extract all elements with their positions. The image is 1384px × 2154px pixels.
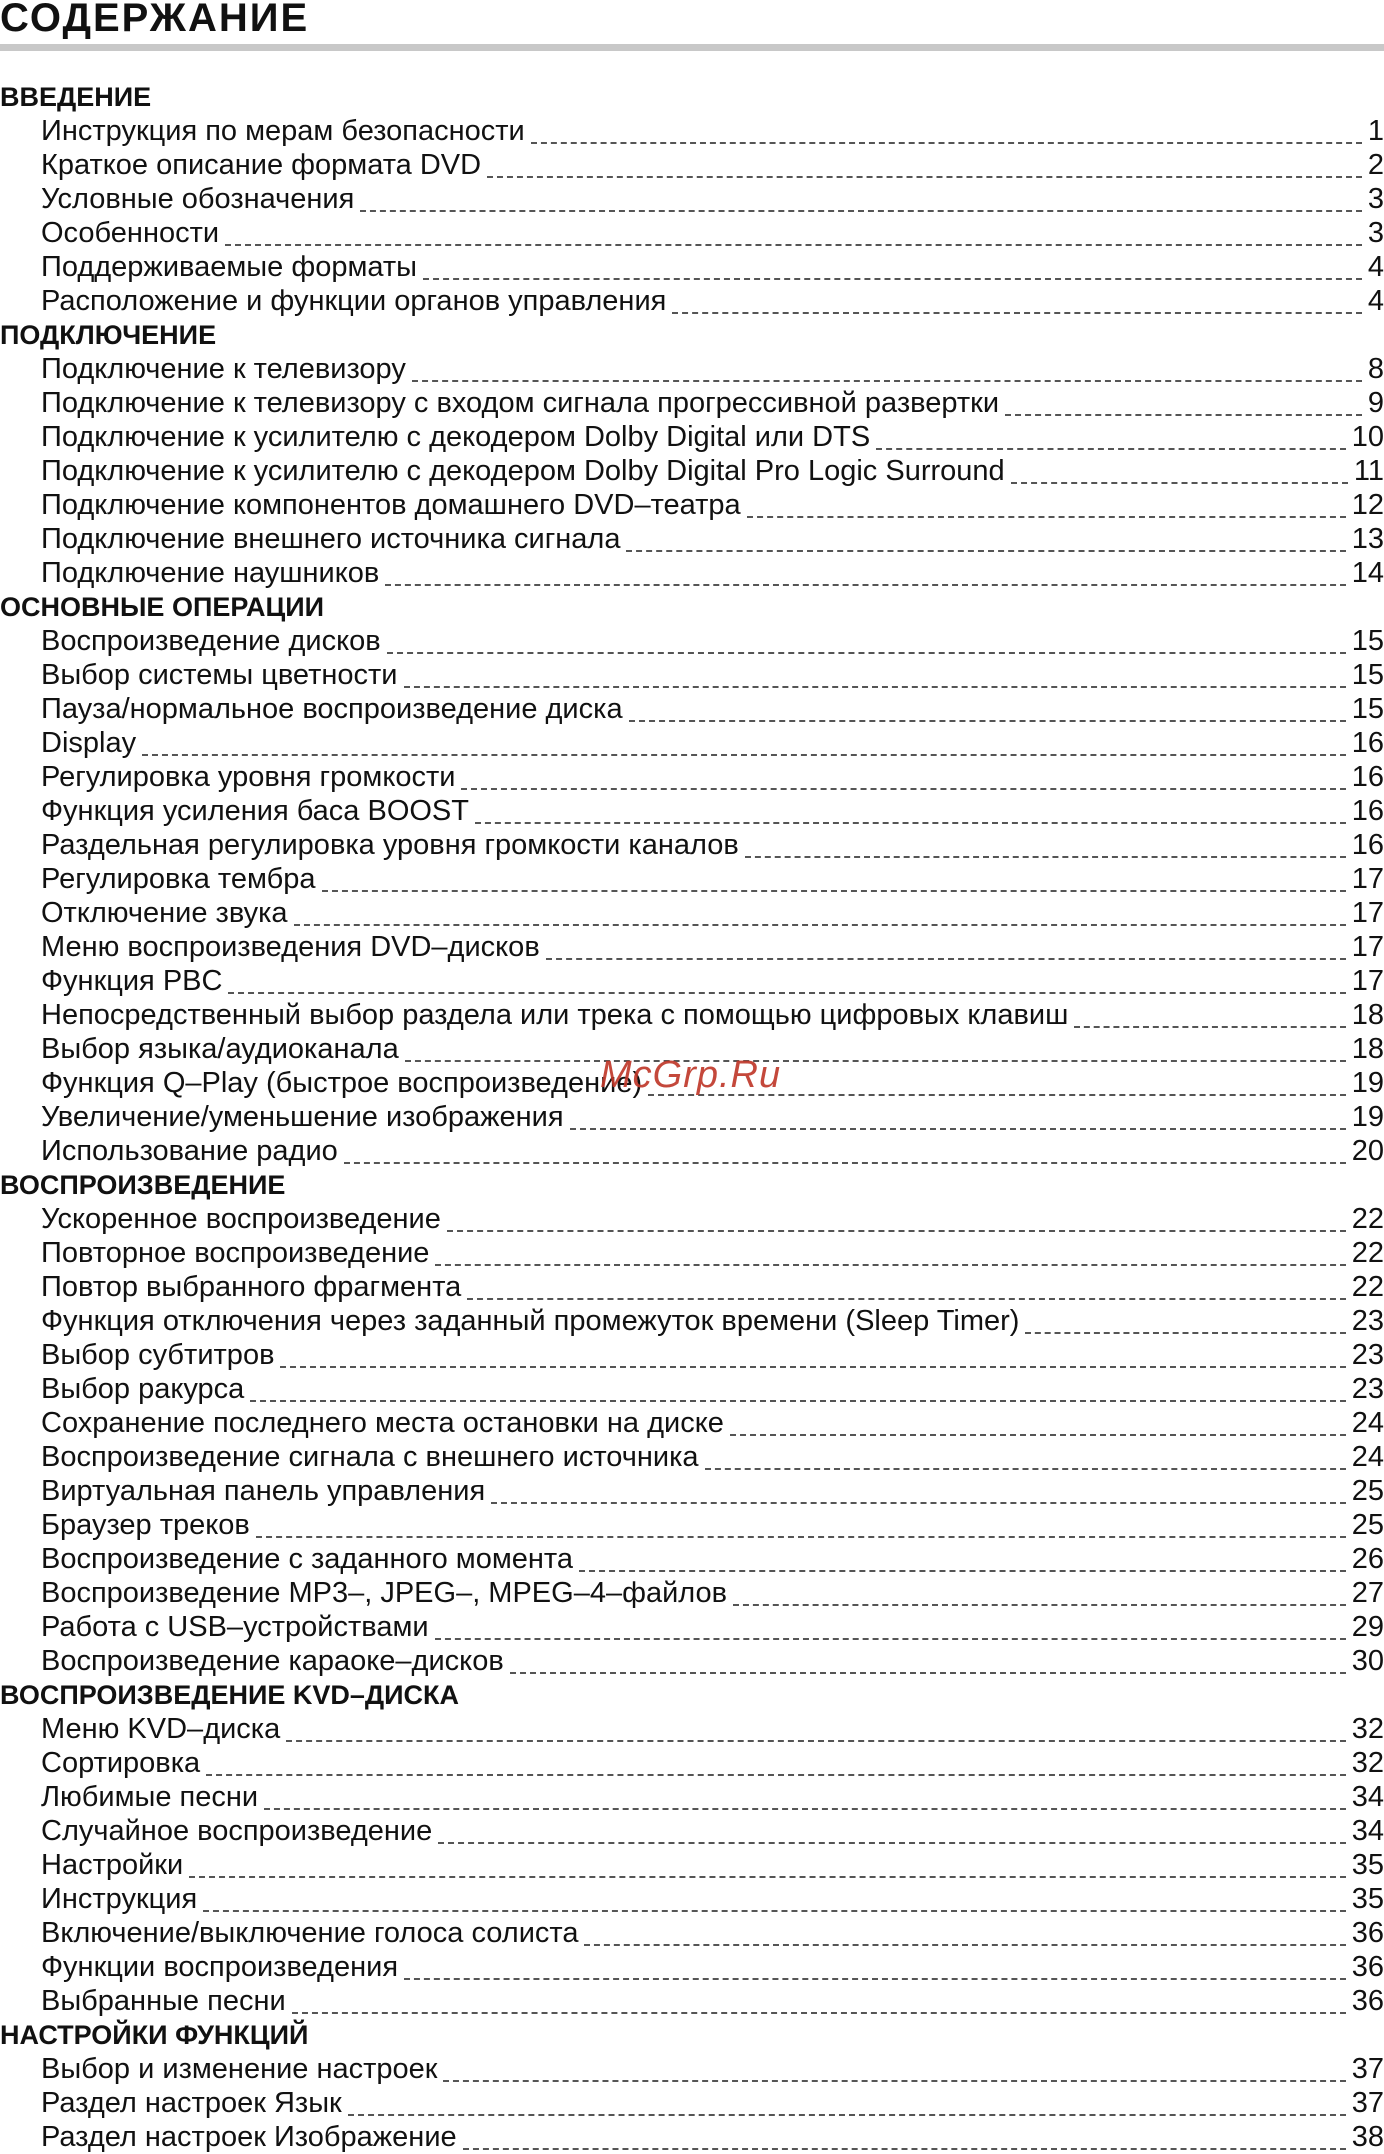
toc-entry-label: Непосредственный выбор раздела или трека с помощью цифровых клавиш — [41, 998, 1069, 1031]
toc-entry[interactable] — [0, 2052, 1384, 2086]
toc-entry-label: Расположение и функции органов управления — [41, 284, 667, 317]
toc-entry-page-number: 29 — [1351, 1610, 1384, 1643]
dotted-leader — [730, 1434, 1346, 1436]
dotted-leader — [435, 1264, 1345, 1266]
toc-entry-label: Сохранение последнего места остановки на диске — [41, 1406, 724, 1439]
toc-entry-label: Повтор выбранного фрагмента — [41, 1270, 462, 1303]
dotted-leader — [322, 890, 1346, 892]
watermark: McGrp.Ru — [600, 1054, 782, 1096]
toc-entry-label: Случайное воспроизведение — [41, 1814, 433, 1847]
toc-entry-page-number: 17 — [1351, 896, 1384, 929]
toc-entry-label: Воспроизведение MP3–, JPEG–, MPEG–4–файлов — [41, 1576, 728, 1609]
toc-entry-page-number: 27 — [1351, 1576, 1384, 1609]
toc-entry-page-number: 18 — [1351, 998, 1384, 1031]
toc-entry-page-number: 35 — [1351, 1848, 1384, 1881]
toc-entry[interactable] — [0, 998, 1384, 1032]
dotted-leader — [672, 312, 1362, 314]
toc-entry[interactable] — [0, 1780, 1384, 1814]
dotted-leader — [626, 550, 1345, 552]
toc-entry-label: Воспроизведение дисков — [41, 624, 381, 657]
toc-entry-page-number: 22 — [1351, 1236, 1384, 1269]
dotted-leader — [294, 924, 1346, 926]
toc-entry[interactable] — [0, 250, 1384, 284]
toc-entry[interactable] — [0, 1338, 1384, 1372]
dotted-leader — [286, 1740, 1345, 1742]
dotted-leader — [1025, 1332, 1345, 1334]
toc-entry-label: Выбор системы цветности — [41, 658, 398, 691]
toc-entry-page-number: 36 — [1351, 1916, 1384, 1949]
toc-entry-page-number: 22 — [1351, 1202, 1384, 1235]
section-heading: ПОДКЛЮЧЕНИЕ — [0, 320, 217, 350]
dotted-leader — [1011, 482, 1348, 484]
toc-entry-label: Работа с USB–устройствами — [41, 1610, 429, 1643]
toc-entry-page-number: 32 — [1351, 1712, 1384, 1745]
toc-entry-page-number: 34 — [1351, 1780, 1384, 1813]
toc-entry-label: Повторное воспроизведение — [41, 1236, 430, 1269]
toc-entry-page-number: 24 — [1351, 1440, 1384, 1473]
dotted-leader — [1074, 1026, 1345, 1028]
toc-entry-page-number: 23 — [1351, 1338, 1384, 1371]
toc-entry-label: Функция усиления баса BOOST — [41, 794, 469, 827]
toc-entry-label: Воспроизведение караоке–дисков — [41, 1644, 504, 1677]
toc-entry[interactable] — [0, 930, 1384, 964]
page-title: СОДЕРЖАНИЕ — [0, 0, 310, 40]
toc-entry-page-number: 4 — [1367, 250, 1384, 283]
toc-entry-label: Выбор субтитров — [41, 1338, 275, 1371]
toc-entry[interactable] — [0, 114, 1384, 148]
dotted-leader — [531, 142, 1362, 144]
dotted-leader — [570, 1128, 1346, 1130]
toc-entry-label: Выбор и изменение настроек — [41, 2052, 438, 2085]
dotted-leader — [250, 1400, 1345, 1402]
toc-entry-page-number: 2 — [1367, 148, 1384, 181]
toc-entry[interactable] — [0, 624, 1384, 658]
section-heading: ВОСПРОИЗВЕДЕНИЕ — [0, 1170, 286, 1200]
toc-entry-label: Раздельная регулировка уровня громкости каналов — [41, 828, 739, 861]
toc-entry-page-number: 36 — [1351, 1950, 1384, 1983]
dotted-leader — [344, 1162, 1346, 1164]
toc-entry-label: Выбранные песни — [41, 1984, 286, 2017]
dotted-leader — [404, 686, 1346, 688]
toc-entry[interactable] — [0, 1134, 1384, 1168]
toc-entry-page-number: 3 — [1367, 216, 1384, 249]
toc-entry[interactable] — [0, 1508, 1384, 1542]
toc-entry-page-number: 37 — [1351, 2086, 1384, 2119]
toc-entry-page-number: 25 — [1351, 1474, 1384, 1507]
toc-entry-page-number: 37 — [1351, 2052, 1384, 2085]
toc-entry-page-number: 26 — [1351, 1542, 1384, 1575]
dotted-leader — [546, 958, 1346, 960]
dotted-leader — [256, 1536, 1346, 1538]
toc-entry[interactable] — [0, 216, 1384, 250]
dotted-leader — [348, 2114, 1346, 2116]
dotted-leader — [435, 1638, 1346, 1640]
toc-entry-page-number: 23 — [1351, 1372, 1384, 1405]
toc-entry-page-number: 17 — [1351, 930, 1384, 963]
toc-entry-page-number: 11 — [1353, 454, 1384, 487]
toc-entry-page-number: 1 — [1367, 114, 1384, 147]
dotted-leader — [438, 1842, 1345, 1844]
title-rule — [0, 44, 1384, 51]
toc-entry[interactable] — [0, 1576, 1384, 1610]
toc-entry[interactable] — [0, 1236, 1384, 1270]
toc-entry-page-number: 24 — [1351, 1406, 1384, 1439]
dotted-leader — [733, 1604, 1346, 1606]
toc-entry-label: Особенности — [41, 216, 220, 249]
toc-entry-page-number: 34 — [1351, 1814, 1384, 1847]
toc-entry-page-number: 4 — [1367, 284, 1384, 317]
toc-entry[interactable] — [0, 828, 1384, 862]
dotted-leader — [463, 2148, 1346, 2150]
toc-entry-page-number: 22 — [1351, 1270, 1384, 1303]
dotted-leader — [705, 1468, 1346, 1470]
toc-entry-label: Функция PBC — [41, 964, 223, 997]
toc-entry-page-number: 16 — [1351, 794, 1384, 827]
toc-entry[interactable] — [0, 556, 1384, 590]
dotted-leader — [228, 992, 1345, 994]
toc-entry[interactable] — [0, 1644, 1384, 1678]
toc-entry-label: Использование радио — [41, 1134, 338, 1167]
toc-entry-label: Пауза/нормальное воспроизведение диска — [41, 692, 623, 725]
toc-entry[interactable] — [0, 692, 1384, 726]
toc-entry-label: Воспроизведение с заданного момента — [41, 1542, 573, 1575]
toc-entry[interactable] — [0, 726, 1384, 760]
toc-entry[interactable] — [0, 1474, 1384, 1508]
dotted-leader — [292, 2012, 1346, 2014]
toc-entry[interactable] — [0, 420, 1384, 454]
toc-entry-page-number: 8 — [1367, 352, 1384, 385]
toc-entry-label: Настройки — [41, 1848, 184, 1881]
toc-entry-page-number: 15 — [1351, 624, 1384, 657]
dotted-leader — [443, 2080, 1345, 2082]
toc-entry-page-number: 17 — [1351, 862, 1384, 895]
toc-entry-label: Подключение к телевизору с входом сигнала прогрессивной развертки — [41, 386, 1000, 419]
toc-entry[interactable] — [0, 522, 1384, 556]
toc-entry-page-number: 36 — [1351, 1984, 1384, 2017]
dotted-leader — [475, 822, 1346, 824]
toc-entry-label: Отключение звука — [41, 896, 288, 929]
toc-entry-page-number: 12 — [1351, 488, 1384, 521]
toc-entry-label: Раздел настроек Изображение — [41, 2120, 457, 2153]
toc-entry[interactable] — [0, 2120, 1384, 2154]
dotted-leader — [745, 856, 1346, 858]
toc-entry-page-number: 20 — [1351, 1134, 1384, 1167]
toc-entry-page-number: 16 — [1351, 828, 1384, 861]
toc-entry[interactable] — [0, 896, 1384, 930]
dotted-leader — [405, 1060, 1346, 1062]
toc-entry-label: Любимые песни — [41, 1780, 259, 1813]
toc-entry-page-number: 16 — [1351, 726, 1384, 759]
toc-entry-page-number: 32 — [1351, 1746, 1384, 1779]
toc-entry-label: Выбор языка/аудиоканала — [41, 1032, 399, 1065]
section-heading: ВОСПРОИЗВЕДЕНИЕ KVD–ДИСКА — [0, 1680, 460, 1710]
dotted-leader — [280, 1366, 1345, 1368]
toc-entry-page-number: 25 — [1351, 1508, 1384, 1541]
toc-entry-label: Браузер треков — [41, 1508, 250, 1541]
toc-entry-label: Краткое описание формата DVD — [41, 148, 482, 181]
toc-entry[interactable] — [0, 1848, 1384, 1882]
toc-entry-label: Регулировка уровня громкости — [41, 760, 456, 793]
section-heading: НАСТРОЙКИ ФУНКЦИЙ — [0, 2020, 309, 2050]
toc-entry-label: Подключение к телевизору — [41, 352, 406, 385]
toc-entry-label: Раздел настроек Язык — [41, 2086, 342, 2119]
dotted-leader — [203, 1910, 1346, 1912]
toc-entry[interactable] — [0, 964, 1384, 998]
toc-entry-page-number: 23 — [1351, 1304, 1384, 1337]
dotted-leader — [461, 788, 1345, 790]
toc-entry-label: Функция Q–Play (быстрое воспроизведение) — [41, 1066, 643, 1099]
toc-entry-label: Подключение внешнего источника сигнала — [41, 522, 621, 555]
toc-entry[interactable] — [0, 2086, 1384, 2120]
toc-entry[interactable] — [0, 284, 1384, 318]
dotted-leader — [447, 1230, 1346, 1232]
toc-entry-label: Меню KVD–диска — [41, 1712, 281, 1745]
toc-entry-label: Подключение к усилителю с декодером Dolby Digital Pro Logic Surround — [41, 454, 1005, 487]
toc-entry[interactable] — [0, 488, 1384, 522]
toc-entry[interactable] — [0, 386, 1384, 420]
toc-entry-page-number: 13 — [1351, 522, 1384, 555]
toc-entry-label: Функция отключения через заданный промежуток времени (Sleep Timer) — [41, 1304, 1020, 1337]
dotted-leader — [487, 176, 1362, 178]
toc-entry-label: Условные обозначения — [41, 182, 355, 215]
toc-entry[interactable] — [0, 1270, 1384, 1304]
toc-entry-page-number: 19 — [1351, 1066, 1384, 1099]
toc-entry[interactable] — [0, 148, 1384, 182]
toc-entry[interactable] — [0, 1372, 1384, 1406]
toc-entry[interactable] — [0, 1542, 1384, 1576]
dotted-leader — [579, 1570, 1346, 1572]
dotted-leader — [360, 210, 1362, 212]
toc-entry[interactable] — [0, 1746, 1384, 1780]
toc-entry-page-number: 35 — [1351, 1882, 1384, 1915]
toc-entry-page-number: 18 — [1351, 1032, 1384, 1065]
toc-entry[interactable] — [0, 454, 1384, 488]
toc-entry[interactable] — [0, 352, 1384, 386]
toc-entry[interactable] — [0, 182, 1384, 216]
dotted-leader — [629, 720, 1346, 722]
dotted-leader — [584, 1944, 1345, 1946]
toc-entry-label: Подключение наушников — [41, 556, 380, 589]
dotted-leader — [206, 1774, 1346, 1776]
toc-entry-label: Поддерживаемые форматы — [41, 250, 418, 283]
toc-entry-page-number: 17 — [1351, 964, 1384, 997]
toc-entry-page-number: 15 — [1351, 692, 1384, 725]
toc-entry-page-number: 30 — [1351, 1644, 1384, 1677]
toc-entry-label: Регулировка тембра — [41, 862, 316, 895]
toc-entry-label: Сортировка — [41, 1746, 201, 1779]
toc-entry[interactable] — [0, 794, 1384, 828]
dotted-leader — [225, 244, 1362, 246]
table-of-contents — [0, 80, 1384, 2154]
section-heading: ОСНОВНЫЕ ОПЕРАЦИИ — [0, 592, 325, 622]
toc-entry-label: Включение/выключение голоса солиста — [41, 1916, 579, 1949]
toc-entry-page-number: 15 — [1351, 658, 1384, 691]
toc-entry-page-number: 16 — [1351, 760, 1384, 793]
toc-entry[interactable] — [0, 1712, 1384, 1746]
toc-entry-page-number: 9 — [1367, 386, 1384, 419]
dotted-leader — [491, 1502, 1346, 1504]
toc-entry[interactable] — [0, 862, 1384, 896]
toc-entry[interactable] — [0, 1406, 1384, 1440]
toc-entry-label: Подключение к усилителю с декодером Dolby Digital или DTS — [41, 420, 871, 453]
toc-entry-label: Подключение компонентов домашнего DVD–театра — [41, 488, 741, 521]
toc-entry-label: Инструкция по мерам безопасности — [41, 114, 525, 147]
toc-entry-page-number: 3 — [1367, 182, 1384, 215]
toc-entry-page-number: 10 — [1351, 420, 1384, 453]
toc-entry[interactable] — [0, 1882, 1384, 1916]
section-heading: ВВЕДЕНИЕ — [0, 82, 152, 112]
dotted-leader — [423, 278, 1362, 280]
dotted-leader — [404, 1978, 1346, 1980]
toc-entry-page-number: 19 — [1351, 1100, 1384, 1133]
toc-entry[interactable] — [0, 1984, 1384, 2018]
dotted-leader — [264, 1808, 1346, 1810]
toc-entry[interactable] — [0, 1950, 1384, 1984]
dotted-leader — [412, 380, 1362, 382]
toc-entry[interactable] — [0, 1440, 1384, 1474]
toc-entry-label: Меню воспроизведения DVD–дисков — [41, 930, 540, 963]
toc-entry-label: Инструкция — [41, 1882, 198, 1915]
toc-entry[interactable] — [0, 1304, 1384, 1338]
toc-entry[interactable] — [0, 1814, 1384, 1848]
toc-entry[interactable] — [0, 1916, 1384, 1950]
toc-entry[interactable] — [0, 1202, 1384, 1236]
toc-entry-label: Display — [41, 726, 137, 759]
toc-entry-page-number: 38 — [1351, 2120, 1384, 2153]
toc-entry[interactable] — [0, 1610, 1384, 1644]
toc-entry-label: Функции воспроизведения — [41, 1950, 399, 1983]
toc-entry-label: Виртуальная панель управления — [41, 1474, 486, 1507]
toc-entry[interactable] — [0, 760, 1384, 794]
dotted-leader — [142, 754, 1346, 756]
toc-entry-page-number: 14 — [1351, 556, 1384, 589]
toc-entry[interactable] — [0, 658, 1384, 692]
toc-entry[interactable] — [0, 1100, 1384, 1134]
dotted-leader — [385, 584, 1345, 586]
toc-entry-label: Выбор ракурса — [41, 1372, 245, 1405]
dotted-leader — [1005, 414, 1362, 416]
toc-entry-label: Воспроизведение сигнала с внешнего источника — [41, 1440, 699, 1473]
toc-entry-label: Ускоренное воспроизведение — [41, 1202, 441, 1235]
dotted-leader — [189, 1876, 1346, 1878]
dotted-leader — [387, 652, 1346, 654]
toc-entry-label: Увеличение/уменьшение изображения — [41, 1100, 564, 1133]
dotted-leader — [510, 1672, 1346, 1674]
dotted-leader — [747, 516, 1346, 518]
dotted-leader — [876, 448, 1346, 450]
dotted-leader — [467, 1298, 1345, 1300]
